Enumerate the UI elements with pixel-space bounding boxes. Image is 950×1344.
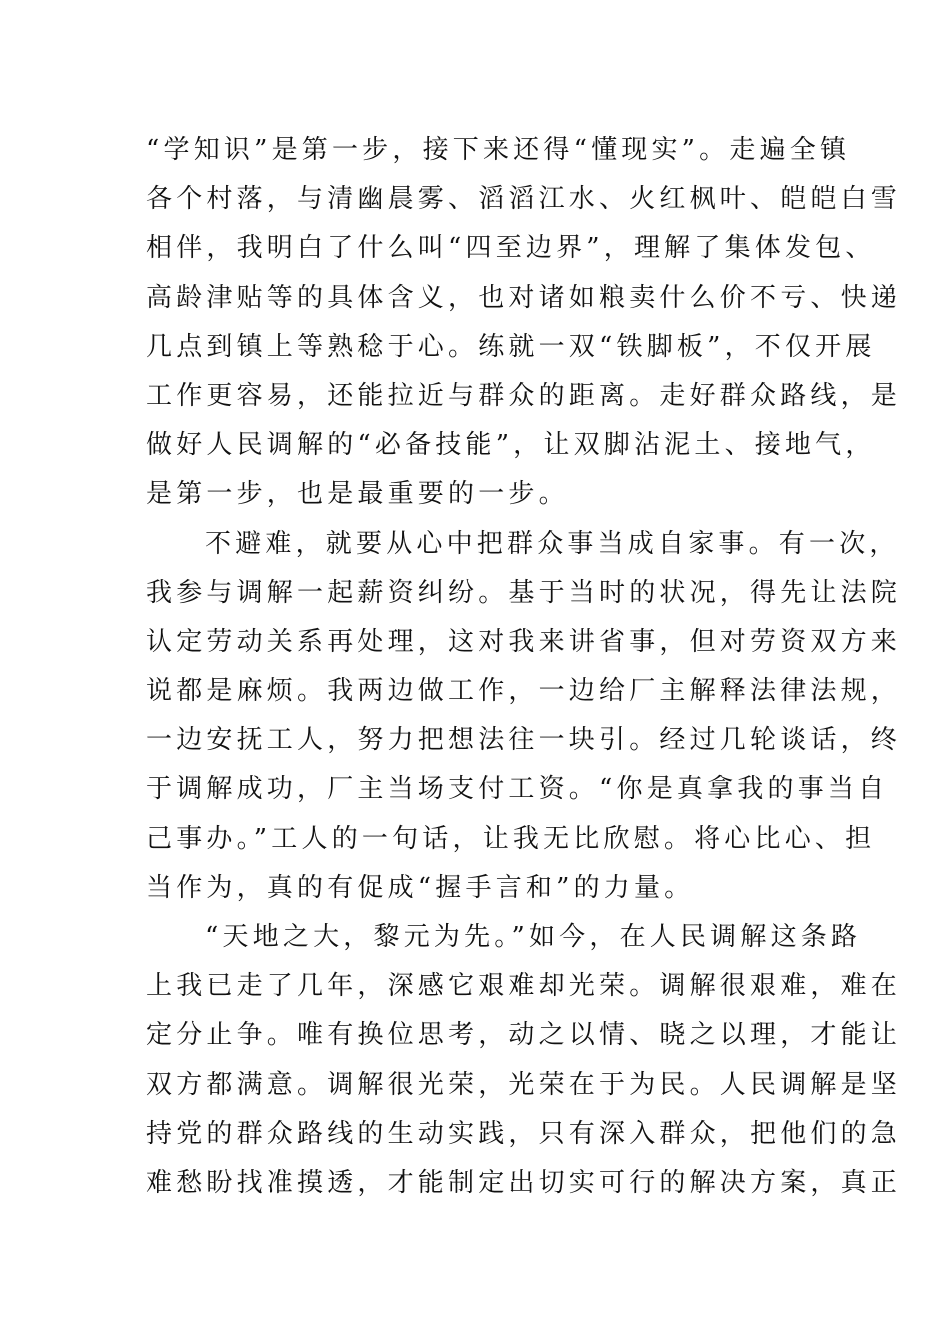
text-line: 是第一步，也是最重要的一步。 xyxy=(146,479,569,510)
text-line: 工作更容易，还能拉近与群众的距离。走好群众路线，是 xyxy=(146,380,902,411)
text-line: 己事办。”工人的一句话，让我无比欣慰。将心比心、担 xyxy=(146,823,876,854)
text-line: “学知识”是第一步，接下来还得“懂现实”。走遍全镇 xyxy=(146,135,851,165)
paragraph-1 xyxy=(146,126,902,520)
text-line: 几点到镇上等熟稔于心。练就一双“铁脚板”，不仅开展 xyxy=(146,331,876,362)
text-line: 定分止争。唯有换位思考，动之以情、晓之以理，才能让 xyxy=(146,1020,902,1051)
text-line: 做好人民调解的“必备技能”，让双脚沾泥土、接地气， xyxy=(146,430,876,461)
paragraph-3 xyxy=(146,913,902,1208)
text-line: 上我已走了几年，深感它艰难却光荣。调解很艰难，难在 xyxy=(146,971,902,1002)
article-body xyxy=(146,126,902,1208)
text-line: 我参与调解一起薪资纠纷。基于当时的状况，得先让法院 xyxy=(146,577,902,608)
text-line: 不避难，就要从心中把群众事当成自家事。有一次， xyxy=(205,528,900,559)
text-line: 说都是麻烦。我两边做工作，一边给厂主解释法律法规， xyxy=(146,676,902,707)
text-line: 持党的群众路线的生动实践，只有深入群众，把他们的急 xyxy=(146,1118,902,1149)
text-line: 当作为，真的有促成“握手言和”的力量。 xyxy=(146,872,695,903)
text-line: 高龄津贴等的具体含义，也对诸如粮卖什么价不亏、快递 xyxy=(146,282,902,313)
text-line: 难愁盼找准摸透，才能制定出切实可行的解决方案，真正 xyxy=(146,1167,902,1198)
text-line: 于调解成功，厂主当场支付工资。“你是真拿我的事当自 xyxy=(146,774,889,805)
text-line: “天地之大，黎元为先。”如今，在人民调解这条路 xyxy=(205,922,862,952)
paragraph-2 xyxy=(146,520,902,914)
text-line: 一边安抚工人，努力把想法往一块引。经过几轮谈话，终 xyxy=(146,725,902,756)
text-line: 相伴，我明白了什么叫“四至边界”，理解了集体发包、 xyxy=(146,233,876,264)
text-line: 双方都满意。调解很光荣，光荣在于为民。人民调解是坚 xyxy=(146,1069,902,1100)
text-line: 认定劳动关系再处理，这对我来讲省事，但对劳资双方来 xyxy=(146,626,902,657)
text-line: 各个村落，与清幽晨雾、滔滔江水、火红枫叶、皑皑白雪 xyxy=(146,184,902,215)
